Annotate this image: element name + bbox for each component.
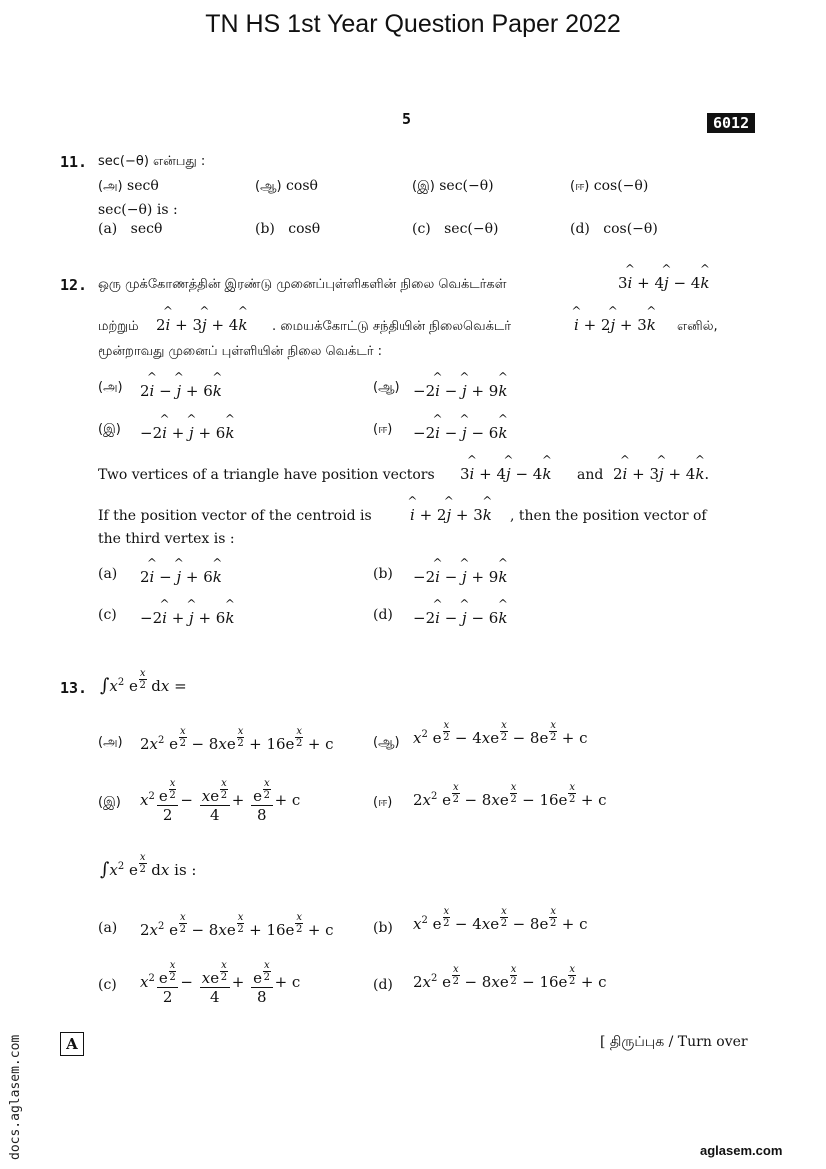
q12-tamil-label-c: (இ) bbox=[98, 422, 121, 437]
q11-tamil-option-d: (ஈ) cos(−θ) bbox=[570, 178, 649, 194]
q11-english-option-b: (b) cosθ bbox=[255, 221, 321, 237]
site-footer[interactable]: aglasem.com bbox=[700, 1143, 783, 1158]
question-number-13: 13. bbox=[60, 679, 88, 697]
q12-english-and: and bbox=[577, 467, 604, 483]
q11-tamil-option-c: (இ) sec(−θ) bbox=[412, 178, 494, 194]
q13-tamil-label-c: (இ) bbox=[98, 795, 121, 810]
q12-english-line3: the third vertex is : bbox=[98, 531, 235, 547]
page-number: 5 bbox=[402, 110, 412, 128]
q13-tamil-option-b: $x^2$ e $\frac{x}{2}$ − 4xe $\frac{x}{2}$ − 8e $\frac{x}{2}$ + c bbox=[413, 720, 588, 747]
q12-tamil-label-b: (ஆ) bbox=[373, 380, 400, 395]
q12-english-centroid: ^ i + 2^ j + 3^ k bbox=[410, 506, 492, 524]
q11-english-option-a: (a) secθ bbox=[98, 221, 163, 237]
q13-english-label-d: (d) bbox=[373, 977, 393, 993]
q13-tamil-option-d: $2x^2$ e $\frac{x}{2}$ − 8xe $\frac{x}{2}$ − 16e $\frac{x}{2}$ + c bbox=[413, 782, 607, 809]
q13-tamil-option-a: $2x^2$ e $\frac{x}{2}$ − 8xe $\frac{x}{2}$ + 16e $\frac{x}{2}$ + c bbox=[140, 726, 334, 753]
q13-english-option-b: $x^2$ e $\frac{x}{2}$ − 4xe $\frac{x}{2}$ − 8e $\frac{x}{2}$ + c bbox=[413, 906, 588, 933]
q12-english-vector-b: 2^ i + 3^ j + 4^ k. bbox=[613, 465, 709, 483]
q12-vector-b: 2^ i + 3^ j + 4^ k bbox=[156, 316, 247, 334]
q13-english-option-a: $2x^2$ e $\frac{x}{2}$ − 8xe $\frac{x}{2}$ + 16e $\frac{x}{2}$ + c bbox=[140, 912, 334, 939]
q13-english-is: is : bbox=[174, 861, 197, 879]
q12-tamil-option-c: −2^ i + ^ j + 6^ k bbox=[140, 424, 234, 442]
q12-english-label-c: (c) bbox=[98, 607, 117, 623]
side-watermark: docs.aglasem.com bbox=[8, 1034, 23, 1160]
q13-tamil-integral: $\int x^2$ e $\frac{x}{2}$ dx = bbox=[100, 668, 187, 696]
q13-tamil-label-a: (அ) bbox=[98, 735, 123, 750]
q12-vector-a: 3^ i + 4^ j − 4^ k bbox=[618, 274, 709, 292]
q12-english-label-b: (b) bbox=[373, 566, 393, 582]
q12-tamil-line2-a: மற்றும் bbox=[98, 319, 139, 334]
q13-tamil-label-b: (ஆ) bbox=[373, 735, 400, 750]
q12-centroid-vector: ^ i + 2^ j + 3^ k bbox=[574, 316, 656, 334]
q11-english-option-c: (c) sec(−θ) bbox=[412, 221, 499, 237]
q13-english-label-c: (c) bbox=[98, 977, 117, 993]
q12-english-label-a: (a) bbox=[98, 566, 118, 582]
q12-english-label-d: (d) bbox=[373, 607, 393, 623]
q12-tamil-label-a: (அ) bbox=[98, 380, 123, 395]
q12-tamil-line2-c: எனில், bbox=[677, 319, 718, 334]
q13-english-label-b: (b) bbox=[373, 920, 393, 936]
q12-tamil-line2-b: . மையக்கோட்டு சந்தியின் நிலைவெக்டர் bbox=[272, 319, 512, 334]
q11-tamil-option-b: (ஆ) cosθ bbox=[255, 178, 318, 194]
q13-english-option-d: $2x^2$ e $\frac{x}{2}$ − 8xe $\frac{x}{2}$ − 16e $\frac{x}{2}$ + c bbox=[413, 964, 607, 991]
q12-tamil-line3: மூன்றாவது முனைப் புள்ளியின் நிலை வெக்டர் : bbox=[98, 344, 383, 359]
turn-over-note: [ திருப்புக / Turn over bbox=[600, 1034, 748, 1050]
q12-tamil-label-d: (ஈ) bbox=[373, 422, 393, 437]
paper-code-badge: 6012 bbox=[707, 113, 755, 133]
q12-english-line1: Two vertices of a triangle have position vectors bbox=[98, 467, 435, 483]
question-number-11: 11. bbox=[60, 153, 88, 171]
q12-english-option-d: −2^ i − ^ j − 6^ k bbox=[413, 609, 507, 627]
q12-english-vector-a: 3^ i + 4^ j − 4^ k bbox=[460, 465, 551, 483]
q12-english-line2: If the position vector of the centroid is bbox=[98, 508, 372, 524]
q12-english-option-a: 2^ i − ^ j + 6^ k bbox=[140, 568, 222, 586]
q12-tamil-option-d: −2^ i − ^ j − 6^ k bbox=[413, 424, 507, 442]
q12-english-option-b: −2^ i − ^ j + 9^ k bbox=[413, 568, 507, 586]
q11-tamil-option-a: (அ) secθ bbox=[98, 178, 159, 194]
q12-tamil-line1: ஒரு முக்கோணத்தின் இரண்டு முனைப்புள்ளிகளின் நிலை வெக்டர்கள் bbox=[98, 277, 507, 292]
q11-english-option-d: (d) cos(−θ) bbox=[570, 221, 658, 237]
q13-english-label-a: (a) bbox=[98, 920, 118, 936]
set-letter-box: A bbox=[60, 1032, 84, 1056]
q12-tamil-option-b: −2^ i − ^ j + 9^ k bbox=[413, 382, 507, 400]
q13-tamil-label-d: (ஈ) bbox=[373, 795, 393, 810]
q12-english-option-c: −2^ i + ^ j + 6^ k bbox=[140, 609, 234, 627]
q13-tamil-option-c: $x^2$ e $\frac{x}{2}$ 2 − xe $\frac{x}{2}$ 4 + e $\frac{x}{2}$ 8 + c bbox=[140, 778, 301, 824]
q13-english-integral: $\int x^2$ e $\frac{x}{2}$ dx is : bbox=[100, 852, 197, 880]
q11-tamil-question: sec(−θ) என்பது : bbox=[98, 154, 206, 169]
q12-english-line2-b: , then the position vector of bbox=[510, 508, 707, 524]
q12-tamil-option-a: 2^ i − ^ j + 6^ k bbox=[140, 382, 222, 400]
q13-english-option-c: $x^2$ e $\frac{x}{2}$ 2 − xe $\frac{x}{2}$ 4 + e $\frac{x}{2}$ 8 + c bbox=[140, 960, 301, 1006]
page-header-title: TN HS 1st Year Question Paper 2022 bbox=[205, 10, 621, 38]
question-number-12: 12. bbox=[60, 276, 88, 294]
q11-english-question: sec(−θ) is : bbox=[98, 202, 178, 218]
